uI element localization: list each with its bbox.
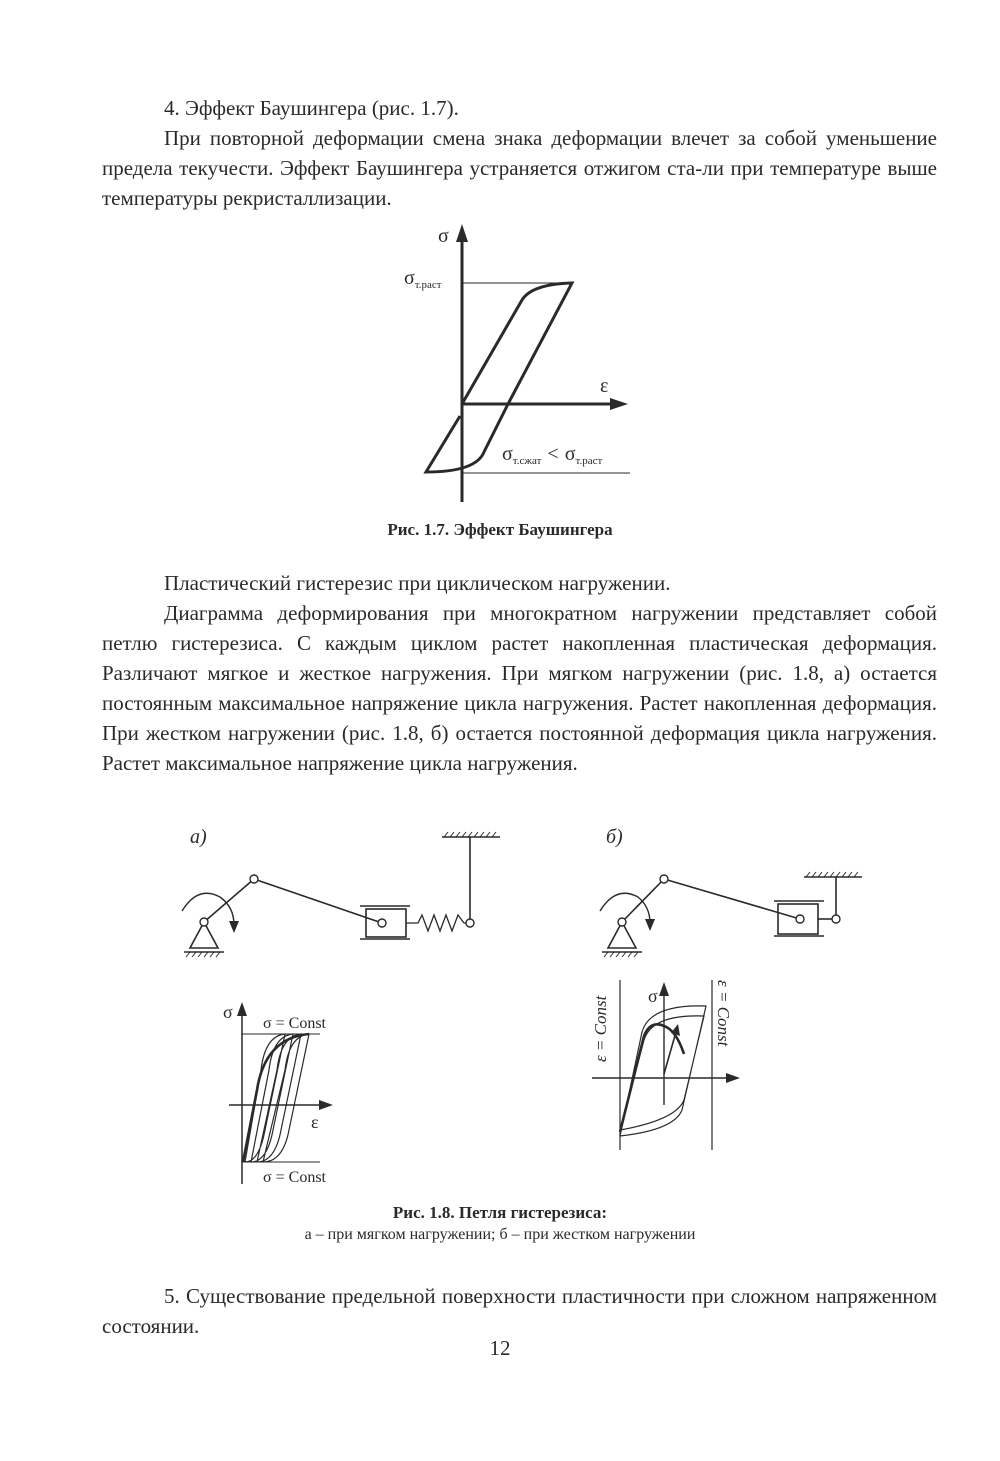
ineq-sigma-1: σ [502, 443, 513, 465]
connecting-rod-b [664, 879, 800, 919]
b-left-const-label: ε = Const [591, 995, 610, 1062]
sigma-symbol: σ [404, 267, 415, 289]
page-number: 12 [489, 1336, 511, 1360]
eps-axis-label: ε [600, 375, 609, 397]
ineq-less-than: < [547, 443, 559, 465]
crank-arm [204, 879, 254, 922]
connecting-rod [254, 879, 382, 923]
rotation-arrow-head-b [645, 919, 655, 931]
sigma-axis-label: σ [438, 225, 449, 247]
b-sigma-arrow [659, 982, 669, 996]
yield-inequality [502, 443, 602, 467]
crank-joint [250, 875, 258, 883]
section4-paragraph: При повторной деформации смена знака деформации влечет за собой уменьшение предела текучести. Эффект Баушингера устраняется отжигом ста-ли при температуре выше температуры рекристаллизации. [102, 126, 937, 210]
a-first-loading [243, 1034, 309, 1162]
figure-1-7-caption: Рис. 1.7. Эффект Баушингера [387, 520, 613, 539]
eps-axis-arrow [610, 398, 628, 410]
b-sigma-label: σ [648, 986, 658, 1006]
label-a: а) [190, 826, 207, 848]
crank-arm-b [622, 879, 664, 922]
figure-1-8b-diagram [580, 970, 750, 1160]
slider-pin [378, 919, 386, 927]
sigma-axis-arrow [456, 224, 468, 242]
b-inner-arrow-line [664, 1032, 676, 1074]
spring-end [466, 919, 474, 927]
sigma-subscript: т.раст [414, 279, 442, 291]
b-right-const-label: ε = Const [714, 980, 733, 1047]
b-eps-arrow [726, 1073, 740, 1083]
a-top-const-label: σ = Const [263, 1015, 326, 1032]
rotation-arrow-head [229, 921, 239, 933]
label-b: б) [606, 826, 623, 848]
slider-pin-b [796, 915, 804, 923]
a-eps-arrow [319, 1100, 333, 1110]
ineq-sigma-2: σ [564, 443, 576, 465]
hysteresis-heading: Пластический гистерезис при циклическом нагружении. [164, 571, 671, 595]
figure-1-8-caption-sub: а – при мягком нагружении; б – при жестком нагружении [304, 1226, 696, 1243]
a-sigma-arrow [237, 1002, 247, 1016]
figure-1-8a-mechanism [170, 815, 510, 965]
ineq-sub-1: т.сжат [512, 455, 542, 467]
sigma-t-rast-label [404, 267, 442, 291]
ineq-sub-2: т.раст [575, 455, 603, 467]
section5-paragraph: 5. Существование предельной поверхности пластичности при сложном напряженном состоянии. [102, 1284, 937, 1338]
section4-heading: 4. Эффект Баушингера (рис. 1.7). [164, 96, 459, 120]
hysteresis-paragraph: Диаграмма деформирования при многократном нагружении представляет собой петлю гистерезиса. С каждым циклом растет накопленная пластическая деформация. Различают мягкое и жесткое нагружения. При мягком нагружении (рис. 1.8, а) остается постоянным максимальное напряжение цикла нагружения. Растет накопленная деформация. При жестком нагружении (рис. 1.8, б) остается постоянной деформация цикла нагружения. Растет максимальное напряжение цикла нагружения. [102, 601, 937, 775]
rigid-link-joint [832, 915, 840, 923]
a-sigma-label: σ [223, 1002, 233, 1022]
crank-pivot [200, 918, 208, 926]
crank-pivot-b [618, 918, 626, 926]
figure-1-8-caption-title: Рис. 1.8. Петля гистерезиса: [392, 1203, 608, 1222]
spring [406, 915, 468, 931]
figure-1-8a-diagram [215, 990, 375, 1190]
figure-1-8b-mechanism [590, 815, 870, 965]
figure-1-7 [390, 220, 650, 510]
a-bottom-const-label: σ = Const [263, 1169, 326, 1186]
a-eps-label: ε [311, 1112, 319, 1132]
crank-joint-b [660, 875, 668, 883]
